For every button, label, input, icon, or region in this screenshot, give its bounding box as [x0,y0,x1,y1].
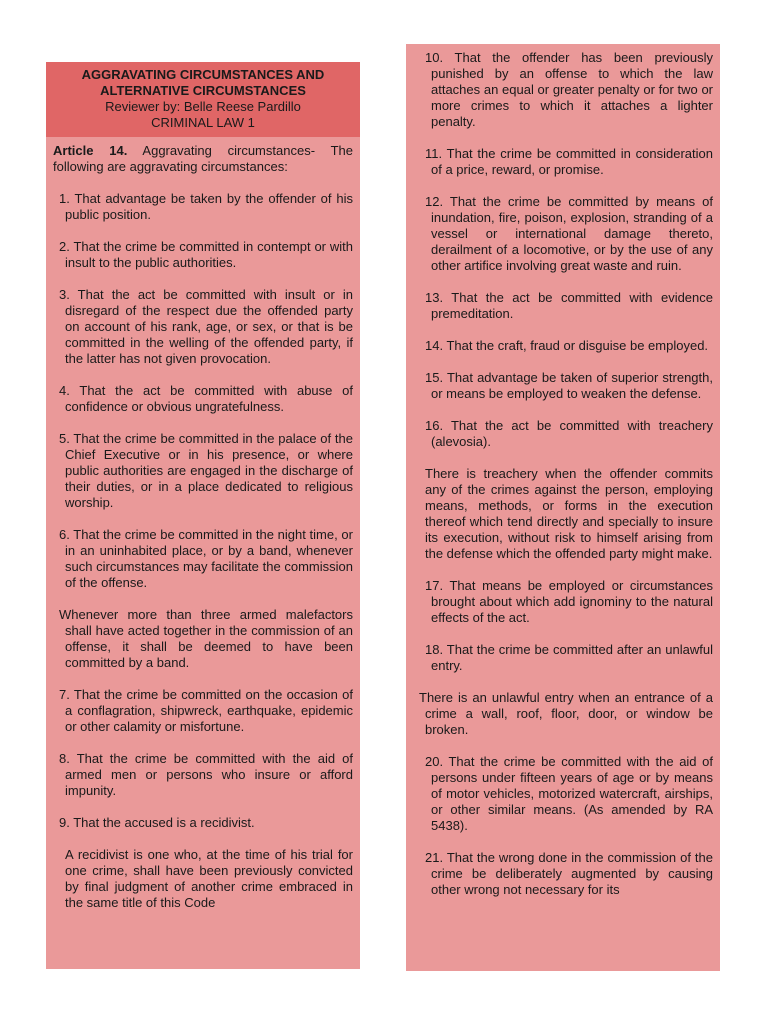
list-item: 12. That the crime be committed by means of inundation, fire, poison, explosion, stranding of a vessel or international damage thereto, derailment of a locomotive, or by the use of any other artifice involving great waste and ruin. [425,194,713,273]
list-item: 11. That the crime be committed in consideration of a price, reward, or promise. [425,146,713,177]
list-item: 8. That the crime be committed with the aid of armed men or persons who insure or afford impunity. [59,751,353,798]
list-item: 21. That the wrong done in the commission of the crime be deliberately augmented by causing other wrong not necessary for its [425,850,713,897]
left-column-card [46,62,360,969]
article-intro [53,143,353,175]
band-note: Whenever more than three armed malefactors shall have acted together in the commission of an offense, it shall be deemed to have been committed by a band. [59,607,353,670]
list-item: 13. That the act be committed with evidence premeditation. [425,290,713,321]
recidivist-note: A recidivist is one who, at the time of his trial for one crime, shall have been previously convicted by final judgment of another crime embraced in the same title of this Code [65,847,353,910]
list-item: 7. That the crime be committed on the occasion of a conflagration, shipwreck, earthquake, epidemic or other calamity or misfortune. [59,687,353,734]
list-item: 9. That the accused is a recidivist. [59,815,255,830]
list-item: 18. That the crime be committed after an unlawful entry. [425,642,713,673]
course-line: CRIMINAL LAW 1 [151,115,255,130]
list-item: 1. That advantage be taken by the offender of his public position. [59,191,353,222]
list-item: 16. That the act be committed with treachery (alevosia). [425,418,713,449]
treachery-note: There is treachery when the offender commits any of the crimes against the person, employing means, methods, or forms in the execution thereof which tend directly and specially to insure its execution, without risk to himself arising from the defense which the offended party might make. [425,466,713,561]
unlawful-entry-note: There is an unlawful entry when an entrance of a crime a wall, roof, floor, door, or window be broken. [419,690,713,737]
list-item: 5. That the crime be committed in the palace of the Chief Executive or in his presence, or where public authorities are engaged in the discharge of their duties, or in a place dedicated to religious worship. [59,431,353,510]
list-item: 6. That the crime be committed in the night time, or in an uninhabited place, or by a band, whenever such circumstances may facilitate the commission of the offense. [59,527,353,590]
title-line-1: AGGRAVATING CIRCUMSTANCES AND [81,67,325,82]
right-column-card [406,44,720,971]
list-item: 14. That the craft, fraud or disguise be employed. [425,338,709,353]
list-item: 17. That means be employed or circumstances brought about which add ignominy to the natural effects of the act. [425,578,713,625]
list-item: 15. That advantage be taken of superior strength, or means be employed to weaken the defense. [425,370,713,401]
list-item: 20. That the crime be committed with the aid of persons under fifteen years of age or by means of motor vehicles, motorized watercraft, airships, or other similar means. (As amended by RA 5438). [425,754,713,833]
article-label: Article 14. [53,143,128,158]
list-item: 2. That the crime be committed in contempt or with insult to the public authorities. [59,239,353,270]
title-line-2: ALTERNATIVE CIRCUMSTANCES [100,83,306,98]
list-item: 3. That the act be committed with insult or in disregard of the respect due the offended party on account of his rank, age, or sex, or that is be committed in the welling of the offended party, if the latter has not given provocation. [59,287,353,366]
reviewer-line: Reviewer by: Belle Reese Pardillo [105,99,301,114]
document-header [46,62,360,137]
article-intro-text: Aggravating circumstances- The following are aggravating circumstances: [53,143,353,174]
list-item: 10. That the offender has been previously punished by an offense to which the law attaches an equal or greater penalty or for two or more crimes to which it attaches a lighter penalty. [425,50,713,129]
list-item: 4. That the act be committed with abuse of confidence or obvious ungratefulness. [59,383,353,414]
